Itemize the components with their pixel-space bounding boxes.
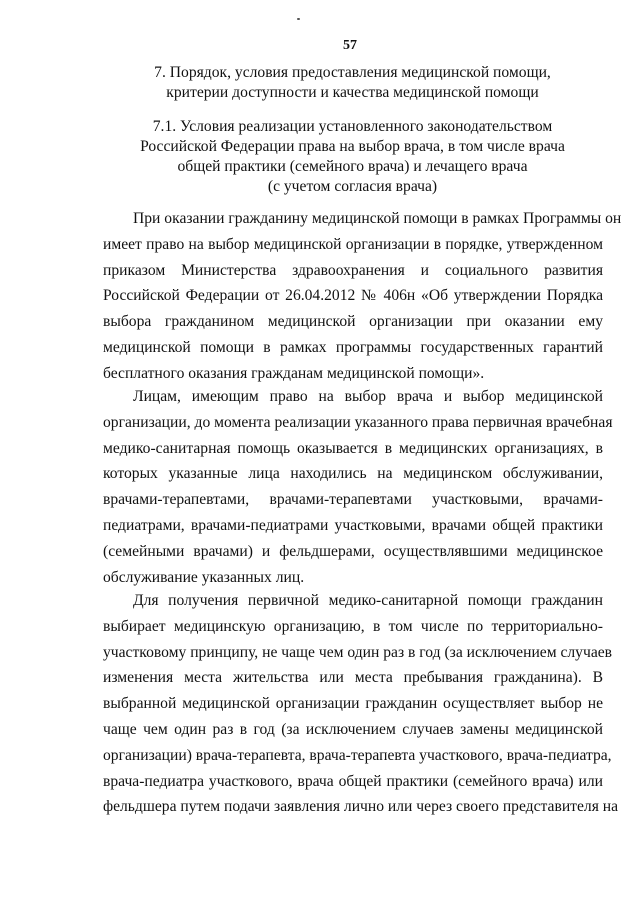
text-line: фельдшера путем подачи заявления лично или через своего представителя на (103, 798, 619, 816)
text-line: организации) врача-терапевта, врача-терапевта участкового, врача-педиатра, (103, 746, 612, 764)
subsection-heading-line: общей практики (семейного врача) и лечащего врача (177, 158, 528, 175)
text-line: Лицам, имеющим право на выбор врача и выбор медицинской (133, 388, 603, 405)
text-line: выбирает медицинскую организацию, в том числе по территориально- (103, 617, 603, 635)
text-line: При оказании гражданину медицинской помощи в рамках Программы он (133, 210, 622, 227)
paragraph-choice-procedure (103, 588, 619, 820)
subsection-heading (100, 117, 605, 197)
text-line: Для получения первичной медико-санитарной помощи гражданин (133, 592, 603, 609)
scan-speck (297, 18, 300, 20)
text-line: обслуживание указанных лиц. (103, 568, 305, 586)
text-line: врача-педиатра участкового, врача общей практики (семейного врача) или (103, 772, 603, 790)
text-line: бесплатного оказания гражданам медицинской помощи». (103, 364, 485, 382)
section-heading (100, 63, 605, 103)
page-number: 57 (343, 38, 357, 53)
text-line: Российской Федерации от 26.04.2012 № 406н «Об утверждении Порядка (103, 287, 603, 305)
text-line: выбора гражданином медицинской организации при оказании ему (103, 313, 603, 331)
text-line: педиатрами, врачами-педиатрами участковыми, врачами общей практики (103, 516, 603, 534)
paragraph-right-to-choose-organization (103, 206, 622, 387)
text-line: врачами-терапевтами, врачами-терапевтами участковыми, врачами- (103, 491, 603, 509)
text-line: медико-санитарная помощь оказывается в медицинских организациях, в (103, 439, 603, 457)
text-line: приказом Министерства здравоохранения и социального развития (103, 261, 603, 279)
section-heading-line: критерии доступности и качества медицинской помощи (166, 84, 539, 101)
subsection-heading-line: 7.1. Условия реализации установленного законодательством (152, 118, 553, 135)
text-line: (семейными врачами) и фельдшерами, осуществлявшими медицинское (103, 542, 603, 560)
subsection-heading-line: Российской Федерации права на выбор врача, в том числе врача (140, 138, 565, 155)
subsection-heading-line: (с учетом согласия врача) (267, 178, 438, 195)
section-heading-line: 7. Порядок, условия предоставления медицинской помощи, (154, 64, 551, 81)
text-line: медицинской помощи в рамках программы государственных гарантий (103, 338, 603, 356)
text-line: участковому принципу, не чаще чем один раз в год (за исключением случаев (103, 643, 613, 661)
text-line: имеет право на выбор медицинской организации в порядке, утвержденном (103, 235, 603, 253)
text-line: выбранной медицинской организации гражданин осуществляет выбор не (103, 695, 603, 713)
text-line: изменения места жительства или места пребывания гражданина). В (103, 669, 603, 687)
text-line: которых указанные лица находились на медицинском обслуживании, (103, 465, 603, 483)
text-line: организации, до момента реализации указанного права первичная врачебная (103, 413, 613, 431)
paragraph-care-before-choice (103, 384, 613, 590)
text-line: чаще чем один раз в год (за исключением случаев замены медицинской (103, 720, 603, 738)
